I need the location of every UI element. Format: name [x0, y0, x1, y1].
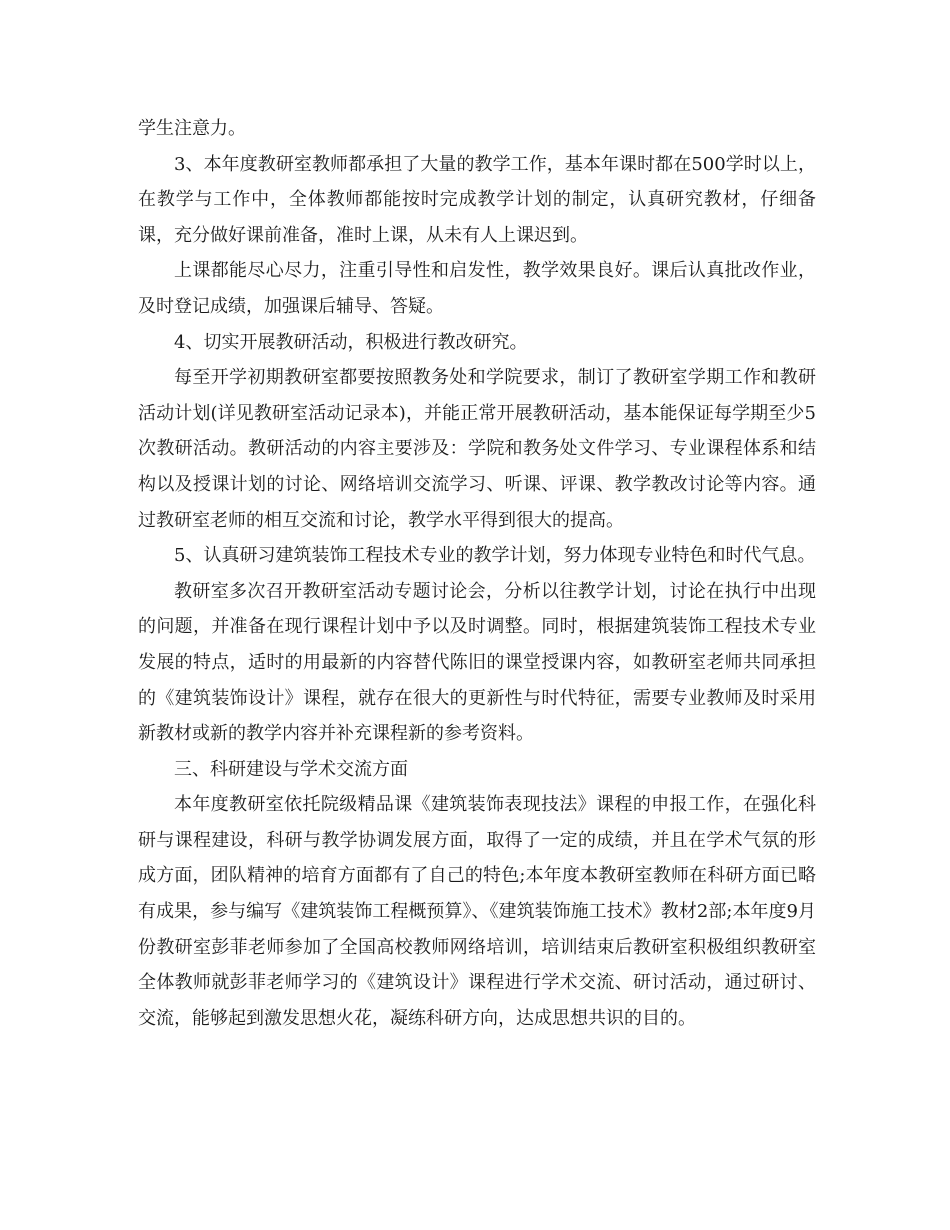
- paragraph-item-5: 5、认真研习建筑装饰工程技术专业的教学计划，努力体现专业特色和时代气息。: [174, 545, 816, 567]
- paragraph-research-exchange: 本年度教研室依托院级精品课《建筑装饰表现技法》课程的申报工作，在强化科研与课程建设，科研与教学协调发展方面，取得了一定的成绩，并且在学术气氛的形成方面，团队精神的培育方面都有了自己的特色;本年度本教研室教师在科研方面已略有成果，参与编写《建筑装饰工程概预算》、《建筑装饰施工技术》教材2部;本年度9月份教研室彭菲老师参加了全国高校教师网络培训，培训结束后教研室积极组织教研室全体教师就彭菲老师学习的《建筑设计》课程进行学术交流、研讨活动，通过研讨、交流，能够起到激发思想火花，凝练科研方向，达成思想共识的目的。: [138, 794, 816, 1029]
- paragraph-curriculum: 教研室多次召开教研室活动专题讨论会，分析以往教学计划，讨论在执行中出现的问题，并准备在现行课程计划中予以及时调整。同时，根据建筑装饰工程技术专业发展的特点，适时的用最新的内容替代陈旧的课堂授课内容，如教研室老师共同承担的《建筑装饰设计》课程，就存在很大的更新性与时代特征，需要专业教师及时采用新教材或新的教学内容并补充课程新的参考资料。: [138, 580, 816, 745]
- paragraph-research-activities: 每至开学初期教研室都要按照教务处和学院要求，制订了教研室学期工作和教研活动计划(详见教研室活动记录本)，并能正常开展教研活动，基本能保证每学期至少5次教研活动。教研活动的内容主要涉及：学院和教务处文件学习、专业课程体系和结构以及授课计划的讨论、网络培训交流学习、听课、评课、教学教改讨论等内容。通过教研室老师的相互交流和讨论，教学水平得到很大的提高。: [138, 367, 816, 531]
- paragraph-teaching: 上课都能尽心尽力，注重引导性和启发性，教学效果良好。课后认真批改作业，及时登记成绩，加强课后辅导、答疑。: [138, 260, 816, 317]
- paragraph-continuation: 学生注意力。: [138, 118, 246, 139]
- document-body: [138, 111, 816, 1036]
- paragraph-item-4: 4、切实开展教研活动，积极进行教改研究。: [174, 331, 528, 353]
- paragraph-item-3: 3、本年度教研室教师都承担了大量的教学工作，基本年课时都在500学时以上，在教学与工作中，全体教师都能按时完成教学计划的制定，认真研究教材，仔细备课，充分做好课前准备，准时上课，从未有人上课迟到。: [138, 153, 816, 246]
- section-heading-3: 三、科研建设与学术交流方面: [174, 758, 408, 780]
